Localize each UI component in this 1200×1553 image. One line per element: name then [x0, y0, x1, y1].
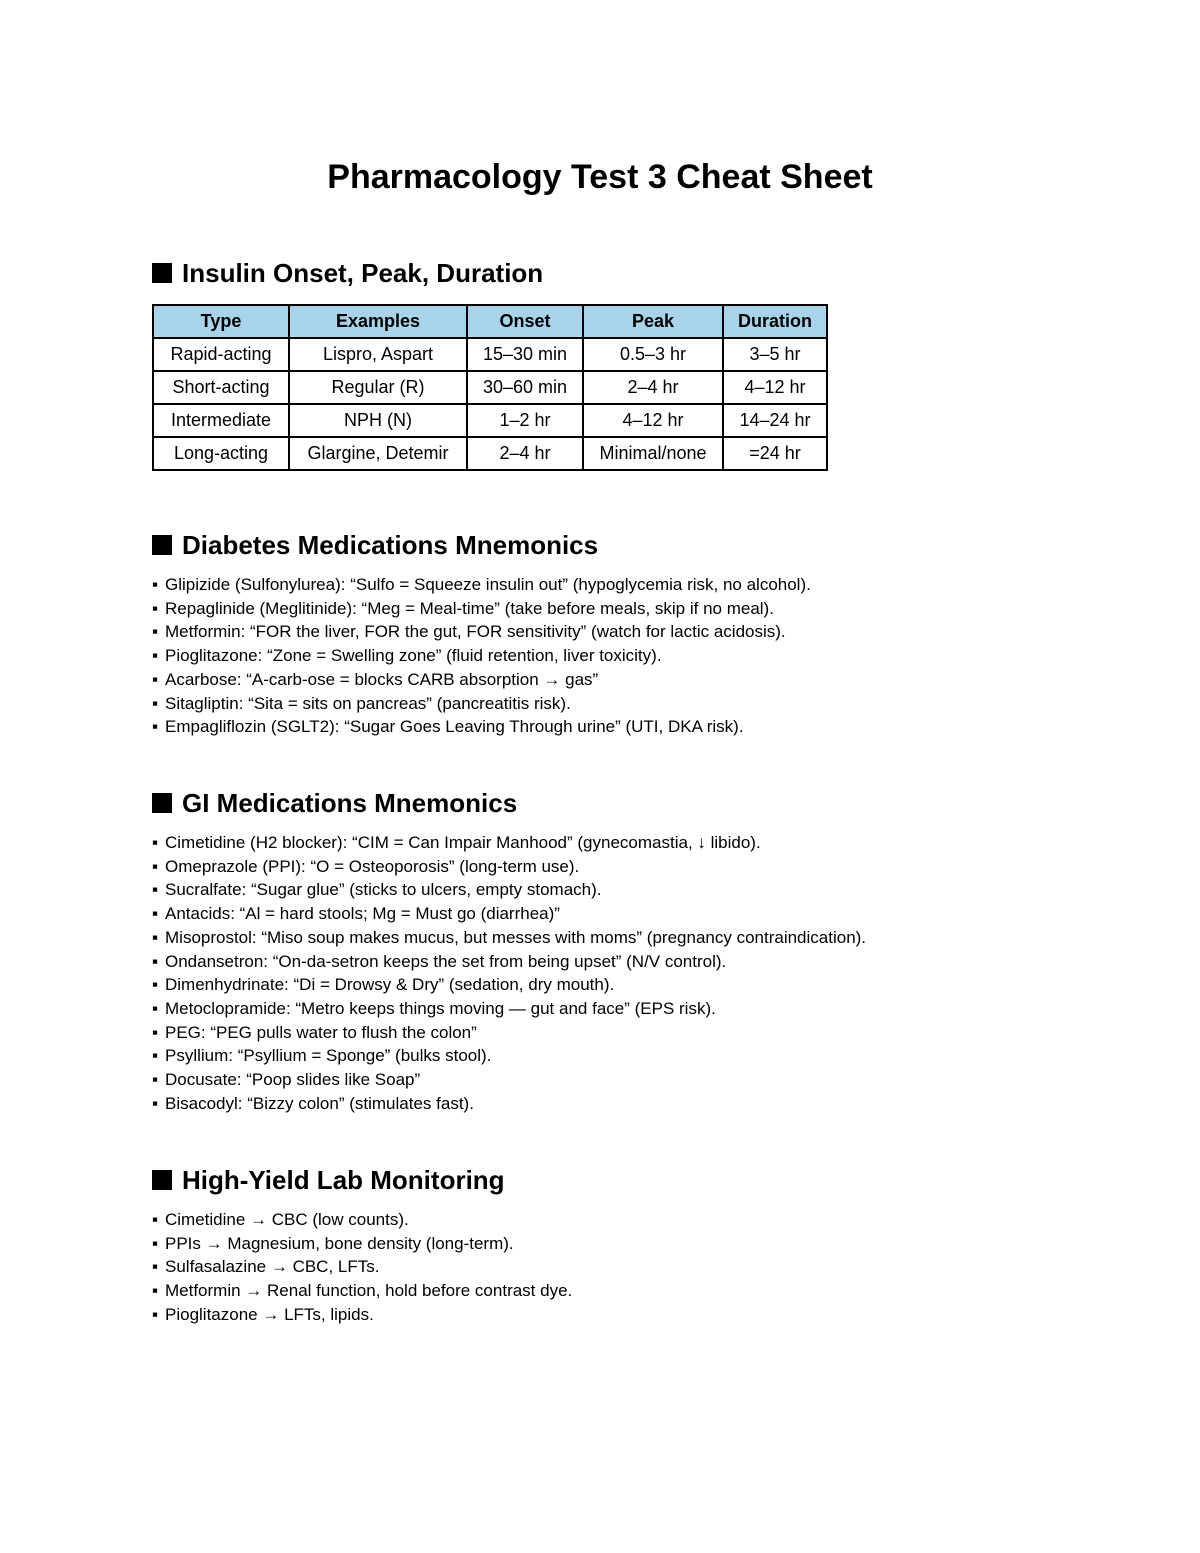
list-item-text: Metformin → Renal function, hold before contrast dye. [165, 1281, 573, 1301]
list-item [152, 1255, 1052, 1279]
list-item-text: Acarbose: “A-carb-ose = blocks CARB absorption → gas” [165, 669, 599, 689]
table-cell: Long-acting [153, 437, 289, 470]
table-cell: Short-acting [153, 371, 289, 404]
bullet-icon: ▪ [152, 833, 159, 852]
table-cell: Rapid-acting [153, 338, 289, 371]
section-heading-gi [152, 785, 1052, 821]
page-title: Pharmacology Test 3 Cheat Sheet [327, 158, 873, 196]
list-item-text: PEG: “PEG pulls water to flush the colon” [165, 1022, 477, 1042]
list-item [152, 1279, 1052, 1303]
list-item [152, 855, 1052, 879]
table-cell: 14–24 hr [723, 404, 827, 437]
bullet-icon: ▪ [152, 1093, 159, 1113]
list-item [152, 1092, 1052, 1116]
list-item [152, 692, 1052, 716]
table-cell: 4–12 hr [723, 371, 827, 404]
table-cell: 15–30 min [467, 338, 583, 371]
gi-mnemonic-list [152, 831, 1052, 1115]
bullet-icon: ▪ [152, 622, 159, 642]
bullet-icon: ▪ [152, 1070, 159, 1090]
list-item [152, 1068, 1052, 1092]
list-item-text: Metoclopramide: “Metro keeps things moving — gut and face” (EPS risk). [165, 998, 716, 1018]
list-item-text: Cimetidine → CBC (low counts). [165, 1210, 409, 1229]
bullet-icon: ▪ [152, 575, 159, 594]
section-heading-insulin [152, 255, 1052, 291]
table-row [153, 371, 827, 404]
table-cell: Minimal/none [583, 437, 723, 470]
bullet-icon: ▪ [152, 598, 159, 618]
list-item-text: Omeprazole (PPI): “O = Osteoporosis” (long-term use). [165, 856, 580, 876]
table-row [153, 338, 827, 371]
list-item-text: Dimenhydrinate: “Di = Drowsy & Dry” (sedation, dry mouth). [165, 975, 615, 995]
list-item-text: Docusate: “Poop slides like Soap” [165, 1070, 421, 1090]
list-item-text: Glipizide (Sulfonylurea): “Sulfo = Squeeze insulin out” (hypoglycemia risk, no alcohol). [165, 575, 811, 594]
list-item [152, 644, 1052, 668]
column-header-onset: Onset [467, 305, 583, 338]
diabetes-section [152, 527, 1052, 739]
table-cell: =24 hr [723, 437, 827, 470]
bullet-icon: ▪ [152, 1046, 159, 1066]
gi-section [152, 785, 1052, 1115]
section-heading-diabetes [152, 527, 1052, 563]
column-header-type: Type [153, 305, 289, 338]
list-item [152, 950, 1052, 974]
table-cell: 2–4 hr [467, 437, 583, 470]
square-bullet-icon [152, 1170, 172, 1190]
table-header-row [153, 305, 827, 338]
list-item-text: Bisacodyl: “Bizzy colon” (stimulates fast). [165, 1093, 474, 1113]
table-cell: 4–12 hr [583, 404, 723, 437]
list-item [152, 573, 1052, 597]
section-heading-text: GI Medications Mnemonics [182, 788, 518, 818]
lab-monitoring-section [152, 1162, 1052, 1327]
list-item [152, 878, 1052, 902]
table-cell: NPH (N) [289, 404, 467, 437]
table-row [153, 404, 827, 437]
bullet-icon: ▪ [152, 1210, 159, 1229]
list-item-text: Cimetidine (H2 blocker): “CIM = Can Impair Manhood” (gynecomastia, ↓ libido). [165, 833, 761, 852]
list-item [152, 1044, 1052, 1068]
table-row [153, 437, 827, 470]
list-item [152, 620, 1052, 644]
list-item [152, 1208, 1052, 1232]
section-heading-text: High-Yield Lab Monitoring [182, 1165, 505, 1195]
table-cell: Regular (R) [289, 371, 467, 404]
list-item [152, 597, 1052, 621]
square-bullet-icon [152, 263, 172, 283]
list-item [152, 668, 1052, 692]
bullet-icon: ▪ [152, 1233, 159, 1253]
square-bullet-icon [152, 793, 172, 813]
bullet-icon: ▪ [152, 693, 159, 713]
list-item [152, 1021, 1052, 1045]
diabetes-mnemonic-list [152, 573, 1052, 739]
section-heading-text: Diabetes Medications Mnemonics [182, 530, 599, 560]
bullet-icon: ▪ [152, 717, 159, 737]
lab-monitoring-list [152, 1208, 1052, 1327]
list-item-text: Sulfasalazine → CBC, LFTs. [165, 1257, 380, 1277]
insulin-table [152, 304, 828, 471]
square-bullet-icon [152, 535, 172, 555]
list-item-text: Repaglinide (Meglitinide): “Meg = Meal-time” (take before meals, skip if no meal). [165, 598, 774, 618]
list-item-text: Empagliflozin (SGLT2): “Sugar Goes Leaving Through urine” (UTI, DKA risk). [165, 717, 744, 737]
bullet-icon: ▪ [152, 646, 159, 666]
bullet-icon: ▪ [152, 669, 159, 689]
list-item [152, 902, 1052, 926]
list-item-text: Ondansetron: “On-da-setron keeps the set from being upset” (N/V control). [165, 951, 727, 971]
bullet-icon: ▪ [152, 951, 159, 971]
section-heading-lab [152, 1162, 1052, 1198]
column-header-examples: Examples [289, 305, 467, 338]
table-cell: Lispro, Aspart [289, 338, 467, 371]
list-item-text: Pioglitazone → LFTs, lipids. [165, 1304, 374, 1324]
bullet-icon: ▪ [152, 927, 159, 947]
list-item [152, 831, 1052, 855]
table-cell: 30–60 min [467, 371, 583, 404]
list-item-text: Pioglitazone: “Zone = Swelling zone” (fluid retention, liver toxicity). [165, 646, 662, 666]
bullet-icon: ▪ [152, 1304, 159, 1324]
insulin-section [152, 255, 1052, 471]
column-header-peak: Peak [583, 305, 723, 338]
bullet-icon: ▪ [152, 975, 159, 995]
bullet-icon: ▪ [152, 998, 159, 1018]
list-item-text: Psyllium: “Psyllium = Sponge” (bulks stool). [165, 1046, 492, 1066]
bullet-icon: ▪ [152, 1022, 159, 1042]
list-item [152, 973, 1052, 997]
bullet-icon: ▪ [152, 904, 159, 924]
list-item-text: Antacids: “Al = hard stools; Mg = Must go (diarrhea)” [165, 904, 560, 924]
table-cell: 2–4 hr [583, 371, 723, 404]
list-item-text: Sitagliptin: “Sita = sits on pancreas” (pancreatitis risk). [165, 693, 571, 713]
table-cell: Glargine, Detemir [289, 437, 467, 470]
column-header-duration: Duration [723, 305, 827, 338]
bullet-icon: ▪ [152, 880, 159, 900]
bullet-icon: ▪ [152, 856, 159, 876]
table-cell: Intermediate [153, 404, 289, 437]
list-item-text: Metformin: “FOR the liver, FOR the gut, FOR sensitivity” (watch for lactic acidosis). [165, 622, 786, 642]
list-item-text: PPIs → Magnesium, bone density (long-term). [165, 1233, 514, 1253]
bullet-icon: ▪ [152, 1281, 159, 1301]
list-item-text: Misoprostol: “Miso soup makes mucus, but messes with moms” (pregnancy contraindication). [165, 927, 867, 947]
list-item [152, 1232, 1052, 1256]
section-heading-text: Insulin Onset, Peak, Duration [182, 258, 544, 288]
list-item [152, 926, 1052, 950]
table-cell: 0.5–3 hr [583, 338, 723, 371]
bullet-icon: ▪ [152, 1257, 159, 1277]
list-item [152, 1303, 1052, 1327]
table-cell: 3–5 hr [723, 338, 827, 371]
list-item-text: Sucralfate: “Sugar glue” (sticks to ulcers, empty stomach). [165, 880, 602, 900]
table-cell: 1–2 hr [467, 404, 583, 437]
list-item [152, 997, 1052, 1021]
list-item [152, 715, 1052, 739]
